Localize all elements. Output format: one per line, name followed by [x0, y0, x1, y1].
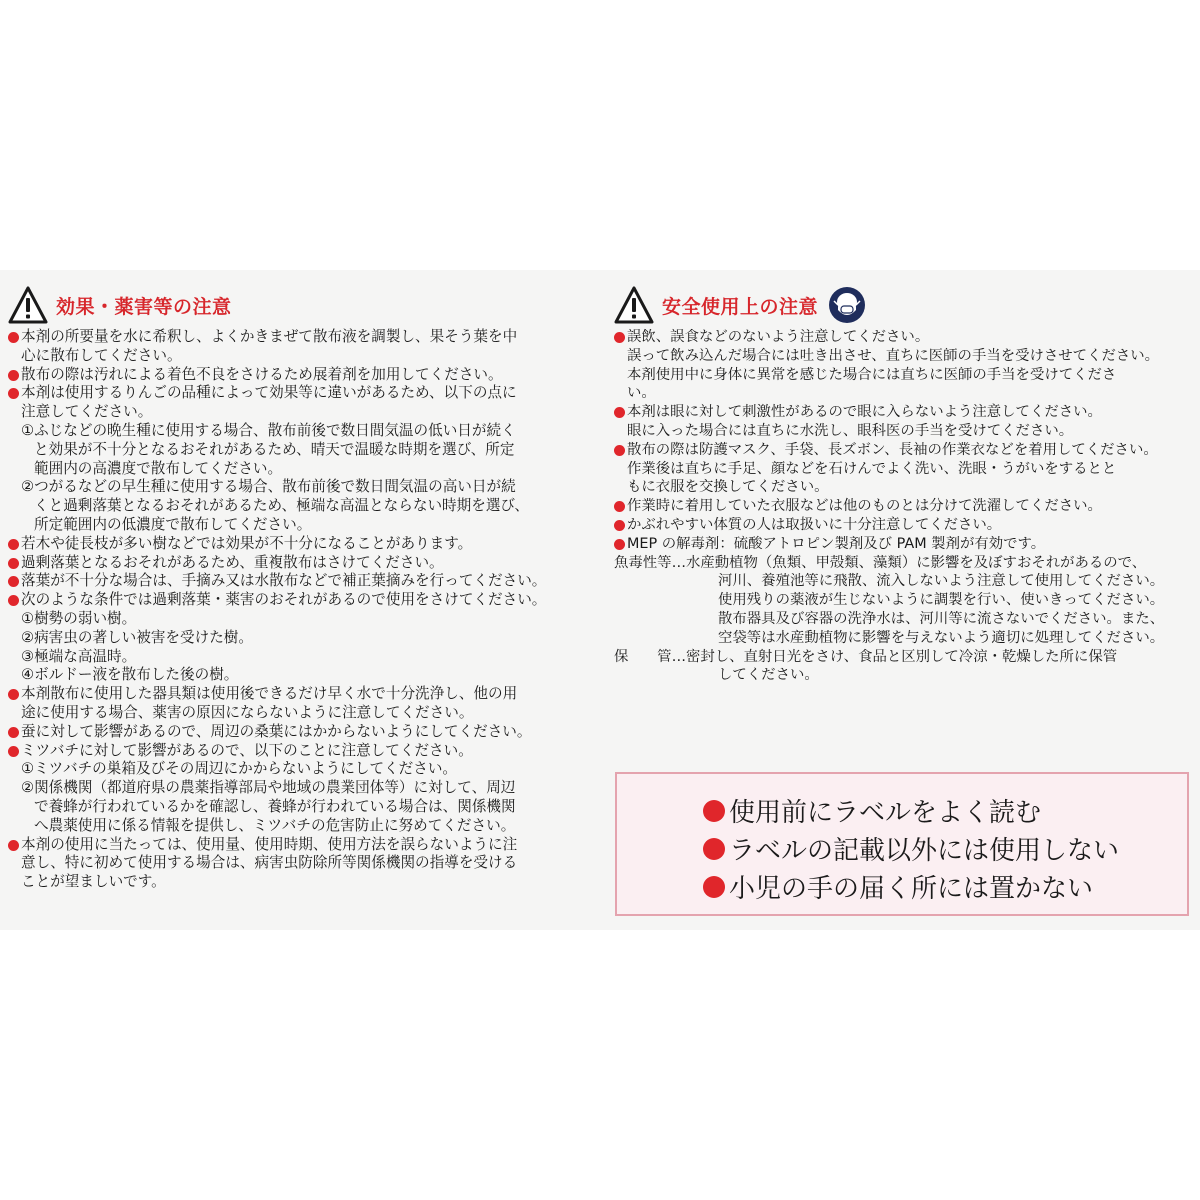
line-text: 本剤使用中に身体に異常を感じた場合には直ちに医師の手当を受けてくださ [627, 366, 1117, 383]
bullet-icon [8, 689, 19, 700]
text-line [8, 478, 598, 497]
bullet-icon [614, 501, 625, 512]
warning-triangle-icon [614, 286, 654, 324]
bullet-icon [8, 539, 19, 550]
line-text: 散布の際は防護マスク、手袋、長ズボン、長袖の作業衣などを着用してください。 [627, 441, 1158, 458]
bullet-icon [8, 332, 19, 343]
line-text: 河川、養殖池等に飛散、流入しないよう注意して使用してください。 [718, 573, 1165, 590]
text-line [8, 610, 598, 629]
safety-caution-title: 安全使用上の注意 [662, 295, 819, 318]
text-line [614, 629, 1194, 648]
notice-item: 使用前にラベルをよく読む [703, 792, 1041, 829]
text-line [8, 403, 598, 422]
line-text: ②病害虫の著しい被害を受けた樹。 [21, 628, 253, 646]
line-text: 本剤散布に使用した器具類は使用後できるだけ早く水で十分洗浄し、他の用 [21, 685, 518, 703]
text-line [8, 535, 598, 554]
line-text: 本剤は眼に対して刺激性があるので眼に入らないよう注意してください。 [627, 404, 1102, 421]
line-text: もに衣服を交換してください。 [627, 479, 829, 496]
bullet-icon [614, 407, 625, 418]
text-line [8, 836, 598, 855]
protective-mask-icon [828, 286, 866, 324]
line-text: 誤飲、誤食などのないよう注意してください。 [627, 329, 930, 345]
text-line [614, 591, 1194, 610]
text-line [8, 854, 598, 873]
bullet-icon [703, 838, 725, 860]
text-line [8, 779, 598, 798]
text-line [8, 516, 598, 535]
effect-caution-section [8, 284, 598, 892]
text-line [8, 666, 598, 685]
text-line [614, 478, 1194, 497]
line-text: ミツバチに対して影響があるので、以下のことに注意してください。 [21, 741, 473, 759]
text-line [8, 723, 598, 742]
line-text: 本剤の所要量を水に希釈し、よくかきまぜて散布液を調製し、果そう葉を中 [21, 328, 518, 345]
line-text: ①樹勢の弱い樹。 [21, 609, 137, 627]
bullet-icon [8, 746, 19, 757]
bullet-icon [614, 332, 625, 343]
text-line [8, 798, 598, 817]
line-text: 散布の際は汚れによる着色不良をさけるため展着剤を加用してください。 [21, 365, 503, 383]
notice-item: ラベルの記載以外には使用しない [703, 830, 1119, 867]
text-line [8, 685, 598, 704]
line-text: 落葉が不十分な場合は、手摘み又は水散布などで補正葉摘みを行ってください。 [21, 572, 547, 590]
bullet-icon [614, 520, 625, 531]
line-text: 過剰落葉となるおそれがあるため、重複散布はさけてください。 [21, 553, 444, 571]
text-line [614, 497, 1194, 516]
text-line [614, 384, 1194, 403]
line-text: い。 [627, 385, 656, 402]
notice-item: 小児の手の届く所には置かない [703, 868, 1093, 905]
text-line [8, 760, 598, 779]
bullet-icon [614, 445, 625, 456]
text-line [614, 610, 1194, 629]
line-text: 注意してください。 [21, 403, 153, 421]
text-line [8, 497, 598, 516]
text-line [614, 366, 1194, 385]
text-line [614, 535, 1194, 554]
text-line [8, 441, 598, 460]
line-text: 心に散布してください。 [21, 346, 182, 364]
text-line [8, 554, 598, 573]
bullet-icon [703, 800, 725, 822]
text-line [614, 572, 1194, 591]
line-text: 作業時に着用していた衣服などは他のものとは分けて洗濯してください。 [627, 498, 1102, 515]
bullet-icon [614, 539, 625, 550]
text-line [8, 366, 598, 385]
line-text: ことが望ましいです。 [21, 873, 166, 891]
effect-caution-text [8, 328, 598, 892]
effect-caution-header [8, 284, 598, 326]
text-line [8, 422, 598, 441]
line-text: ④ボルドー液を散布した後の樹。 [21, 666, 239, 684]
line-text: ②関係機関（都道府県の農薬指導部局や地域の農業団体等）に対して、周辺 [21, 779, 516, 797]
warning-triangle-icon [8, 286, 48, 324]
effect-caution-title: 効果・薬害等の注意 [56, 295, 232, 318]
bullet-icon [8, 388, 19, 399]
bullet-icon [8, 727, 19, 738]
text-line [8, 704, 598, 723]
line-text: 本剤は使用するりんごの品種によって効果等に違いがあるため、以下の点に [21, 384, 517, 402]
line-text: ②つがるなどの早生種に使用する場合、散布前後で数日間気温の高い日が続 [21, 478, 516, 496]
line-text: 魚毒性等…水産動植物（魚類、甲殻類、藻類）に影響を及ぼすおそれがあるので、 [614, 554, 1147, 571]
line-text: 誤って飲み込んだ場合には吐き出させ、直ちに医師の手当を受けさせてください。 [627, 347, 1160, 364]
text-line [614, 666, 1194, 685]
bullet-icon [703, 876, 725, 898]
text-line [614, 554, 1194, 573]
bullet-icon [8, 558, 19, 569]
bullet-icon [8, 370, 19, 381]
text-line [614, 422, 1194, 441]
line-text: 意し、特に初めて使用する場合は、病害虫防除所等関係機関の指導を受ける [21, 854, 518, 872]
text-line [8, 629, 598, 648]
text-line [8, 572, 598, 591]
text-line [8, 328, 598, 347]
line-text: 空袋等は水産動植物に影響を与えないよう適切に処理してください。 [718, 629, 1165, 646]
line-text: ①ふじなどの晩生種に使用する場合、散布前後で数日間気温の低い日が続く [21, 421, 516, 439]
text-line [8, 648, 598, 667]
text-line [8, 460, 598, 479]
line-text: してください。 [718, 667, 819, 684]
line-text: 保 管…密封し、直射日光をさけ、食品と区別して冷涼・乾燥した所に保管 [614, 648, 1118, 665]
line-text: 所定範囲内の低濃度で散布してください。 [34, 515, 312, 533]
line-text: へ農薬使用に係る情報を提供し、ミツバチの危害防止に努めてください。 [34, 816, 516, 834]
text-line [614, 516, 1194, 535]
line-text: 若木や徒長枝が多い樹などでは効果が不十分になることがあります。 [21, 534, 473, 552]
line-text: 次のような条件では過剰落葉・薬害のおそれがあるので使用をさけてください。 [21, 591, 547, 609]
text-line [614, 441, 1194, 460]
text-line [614, 403, 1194, 422]
text-line [8, 817, 598, 836]
safety-caution-header [614, 284, 1194, 326]
safety-caution-text [614, 328, 1194, 685]
bullet-icon [8, 595, 19, 606]
line-text: 範囲内の高濃度で散布してください。 [34, 459, 283, 477]
safety-caution-section [614, 284, 1194, 685]
key-notice-box [615, 772, 1189, 916]
text-line [614, 648, 1194, 667]
line-text: と効果が不十分となるおそれがあるため、晴天で温暖な時期を選び、所定 [34, 440, 515, 458]
line-text: MEP の解毒剤：硫酸アトロピン製剤及び PAM 製剤が有効です。 [627, 535, 1046, 552]
line-text: くと過剰落葉となるおそれがあるため、極端な高温とならない時期を選び、 [34, 497, 530, 515]
text-line [8, 384, 598, 403]
line-text: 本剤の使用に当たっては、使用量、使用時期、使用方法を誤らないように注 [21, 835, 518, 853]
line-text: ③極端な高温時。 [21, 647, 137, 665]
text-line [8, 591, 598, 610]
line-text: ①ミツバチの巣箱及びその周辺にかからないようにしてください。 [21, 760, 458, 778]
line-text: 蚕に対して影響があるので、周辺の桑葉にはかからないようにしてください。 [21, 722, 532, 740]
line-text: で養蜂が行われているかを確認し、養蜂が行われている場合は、関係機関 [34, 797, 516, 815]
line-text: かぶれやすい体質の人は取扱いに十分注意してください。 [627, 516, 1002, 533]
bullet-icon [8, 576, 19, 587]
bullet-icon [8, 840, 19, 851]
line-text: 作業後は直ちに手足、顔などを石けんでよく洗い、洗眼・うがいをするとと [627, 460, 1117, 477]
text-line [8, 873, 598, 892]
text-line [614, 347, 1194, 366]
text-line [8, 742, 598, 761]
text-line [614, 460, 1194, 479]
text-line [614, 328, 1194, 347]
line-text: 眼に入った場合には直ちに水洗し、眼科医の手当を受けてください。 [627, 422, 1074, 439]
line-text: 使用残りの薬液が生じないように調製を行い、使いきってください。 [718, 592, 1165, 609]
line-text: 途に使用する場合、薬害の原因にならないように注意してください。 [21, 703, 474, 721]
text-line [8, 347, 598, 366]
line-text: 散布器具及び容器の洗浄水は、河川等に流さないでください。また、 [718, 610, 1165, 627]
